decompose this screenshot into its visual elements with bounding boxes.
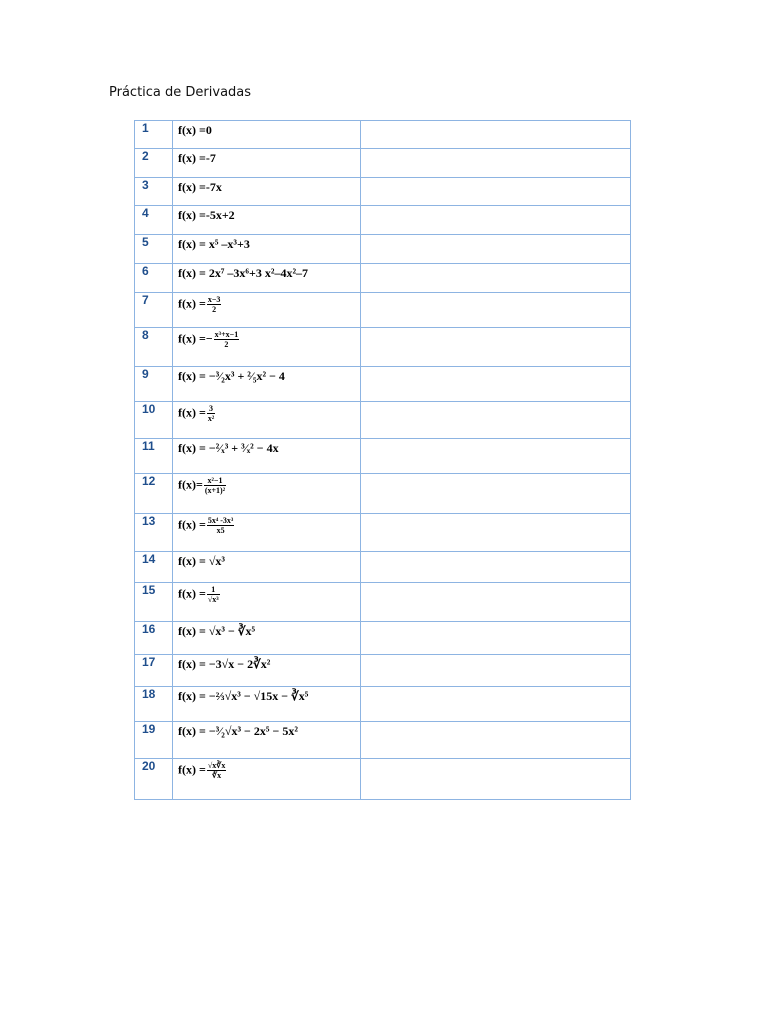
answer-cell[interactable] xyxy=(361,439,631,474)
function-expression xyxy=(173,687,360,704)
row-number-label: 13 xyxy=(142,514,156,528)
table-row xyxy=(135,622,631,655)
fraction-denominator: x5 xyxy=(216,526,225,536)
function-cell xyxy=(173,367,361,402)
table-row xyxy=(135,439,631,474)
row-number xyxy=(135,367,173,402)
row-number-label: 20 xyxy=(142,759,156,773)
function-text: f(x) = −²⁄ₓ³ + ³⁄ₓ² − 4x xyxy=(178,441,279,455)
fraction-denominator: √x³ xyxy=(207,595,219,605)
function-text: f(x) = √x³ − ∛x⁵ xyxy=(178,624,256,638)
function-expression xyxy=(173,328,360,349)
answer-cell[interactable] xyxy=(361,622,631,655)
row-number-label: 19 xyxy=(142,722,156,736)
row-number-label: 16 xyxy=(142,622,156,636)
function-text: f(x) =-7 xyxy=(178,151,216,165)
page-title: Práctica de Derivadas xyxy=(109,85,252,100)
row-number xyxy=(135,206,173,235)
table-row xyxy=(135,552,631,583)
table-row xyxy=(135,402,631,439)
row-number-label: 14 xyxy=(142,552,156,566)
row-number xyxy=(135,293,173,328)
fraction xyxy=(214,330,240,349)
fraction xyxy=(207,295,222,314)
function-text: f(x) = xyxy=(178,296,206,311)
function-text: f(x) =− xyxy=(178,331,213,346)
function-cell xyxy=(173,622,361,655)
function-expression xyxy=(173,149,360,166)
function-cell xyxy=(173,149,361,178)
table-row xyxy=(135,583,631,622)
function-expression xyxy=(173,552,360,569)
function-text: f(x) = −⅔√x³ − √15x − ∛x⁵ xyxy=(178,689,309,703)
row-number-label: 1 xyxy=(142,121,149,135)
function-expression xyxy=(173,722,360,739)
answer-cell[interactable] xyxy=(361,149,631,178)
answer-cell[interactable] xyxy=(361,759,631,800)
table-row xyxy=(135,514,631,552)
fraction-numerator: x²−1 xyxy=(204,476,226,486)
row-number-label: 5 xyxy=(142,235,149,249)
function-cell xyxy=(173,206,361,235)
function-expression xyxy=(173,264,360,281)
row-number xyxy=(135,178,173,206)
function-expression xyxy=(173,514,360,535)
function-text: f(x) = xyxy=(178,586,206,601)
fraction-numerator: x³+x−1 xyxy=(214,330,239,339)
function-text: f(x) = √x³ xyxy=(178,554,226,568)
answer-cell[interactable] xyxy=(361,583,631,622)
table-row xyxy=(135,206,631,235)
answer-cell[interactable] xyxy=(361,121,631,149)
answer-cell[interactable] xyxy=(361,178,631,206)
function-expression xyxy=(173,178,360,195)
row-number xyxy=(135,514,173,552)
row-number xyxy=(135,328,173,367)
fraction-numerator: 1 xyxy=(207,585,220,595)
fraction xyxy=(207,404,215,423)
answer-cell[interactable] xyxy=(361,722,631,759)
fraction-denominator: 2 xyxy=(224,340,229,350)
function-expression xyxy=(173,622,360,639)
row-number-label: 9 xyxy=(142,367,149,381)
function-expression xyxy=(173,439,360,456)
function-cell xyxy=(173,687,361,722)
row-number-label: 18 xyxy=(142,687,156,701)
fraction-numerator: 3 xyxy=(207,404,215,414)
table-row xyxy=(135,759,631,800)
answer-cell[interactable] xyxy=(361,293,631,328)
function-cell xyxy=(173,759,361,800)
function-cell xyxy=(173,583,361,622)
row-number xyxy=(135,655,173,687)
function-text: f(x) = xyxy=(178,517,206,532)
answer-cell[interactable] xyxy=(361,264,631,293)
function-text: f(x) = xyxy=(178,405,206,420)
derivatives-table xyxy=(134,120,631,800)
table-row xyxy=(135,328,631,367)
table-row xyxy=(135,293,631,328)
fraction-numerator: √x∛x xyxy=(207,761,226,770)
fraction-denominator: ∛x xyxy=(212,771,222,781)
function-cell xyxy=(173,655,361,687)
function-expression xyxy=(173,121,360,138)
fraction-denominator: x² xyxy=(207,414,215,424)
table-row xyxy=(135,121,631,149)
function-cell xyxy=(173,121,361,149)
row-number-label: 17 xyxy=(142,655,156,669)
row-number xyxy=(135,439,173,474)
answer-cell[interactable] xyxy=(361,655,631,687)
row-number-label: 15 xyxy=(142,583,156,597)
function-expression xyxy=(173,402,360,423)
answer-cell[interactable] xyxy=(361,514,631,552)
function-expression xyxy=(173,293,360,314)
function-cell xyxy=(173,264,361,293)
row-number xyxy=(135,235,173,264)
fraction-denominator: 2 xyxy=(212,305,217,315)
answer-cell[interactable] xyxy=(361,552,631,583)
fraction xyxy=(207,585,220,604)
fraction xyxy=(204,476,226,495)
row-number xyxy=(135,759,173,800)
table-row xyxy=(135,722,631,759)
function-expression xyxy=(173,583,360,604)
fraction-numerator: 5x⁴ -3x³ xyxy=(207,516,234,525)
function-cell xyxy=(173,722,361,759)
row-number-label: 12 xyxy=(142,474,156,488)
function-expression xyxy=(173,235,360,252)
row-number xyxy=(135,121,173,149)
function-cell xyxy=(173,514,361,552)
function-text: f(x)= xyxy=(178,477,203,492)
row-number-label: 10 xyxy=(142,402,156,416)
function-cell xyxy=(173,552,361,583)
function-cell xyxy=(173,439,361,474)
function-cell xyxy=(173,178,361,206)
row-number-label: 7 xyxy=(142,293,149,307)
function-text: f(x) = −³⁄₂x³ + ²⁄₅x² − 4 xyxy=(178,369,285,383)
row-number xyxy=(135,622,173,655)
row-number-label: 11 xyxy=(142,439,155,453)
table-row xyxy=(135,178,631,206)
function-text: f(x) = 2x⁷ –3x⁶+3 x²–4x²–7 xyxy=(178,266,309,280)
row-number xyxy=(135,687,173,722)
function-expression xyxy=(173,759,360,780)
answer-cell[interactable] xyxy=(361,402,631,439)
function-cell xyxy=(173,474,361,514)
function-text: f(x) = −³⁄₂√x³ − 2x⁵ − 5x² xyxy=(178,724,298,738)
table-row xyxy=(135,235,631,264)
row-number-label: 6 xyxy=(142,264,149,278)
answer-cell[interactable] xyxy=(361,328,631,367)
row-number xyxy=(135,264,173,293)
function-text: f(x) = x⁵ –x³+3 xyxy=(178,237,250,251)
function-cell xyxy=(173,293,361,328)
answer-cell[interactable] xyxy=(361,206,631,235)
function-expression xyxy=(173,655,360,672)
fraction-numerator: x−3 xyxy=(207,295,221,304)
answer-cell[interactable] xyxy=(361,474,631,514)
function-expression xyxy=(173,474,360,495)
table-row xyxy=(135,367,631,402)
table-row xyxy=(135,687,631,722)
row-number xyxy=(135,583,173,622)
row-number-label: 3 xyxy=(142,178,149,192)
table-row xyxy=(135,149,631,178)
function-text: f(x) =-5x+2 xyxy=(178,208,235,222)
function-expression xyxy=(173,206,360,223)
function-text: f(x) = −3√x − 2∛x² xyxy=(178,657,271,671)
fraction xyxy=(207,516,234,535)
function-cell xyxy=(173,235,361,264)
function-text: f(x) =-7x xyxy=(178,180,222,194)
function-expression xyxy=(173,367,360,384)
answer-cell[interactable] xyxy=(361,687,631,722)
row-number xyxy=(135,474,173,514)
function-cell xyxy=(173,328,361,367)
table-row xyxy=(135,655,631,687)
table-row xyxy=(135,474,631,514)
row-number-label: 4 xyxy=(142,206,149,220)
function-text: f(x) =0 xyxy=(178,123,212,137)
row-number xyxy=(135,402,173,439)
function-cell xyxy=(173,402,361,439)
fraction-denominator: (x+1)² xyxy=(204,486,226,496)
row-number xyxy=(135,722,173,759)
row-number xyxy=(135,149,173,178)
answer-cell[interactable] xyxy=(361,235,631,264)
row-number xyxy=(135,552,173,583)
table-row xyxy=(135,264,631,293)
fraction xyxy=(207,761,227,780)
row-number-label: 2 xyxy=(142,149,149,163)
answer-cell[interactable] xyxy=(361,367,631,402)
row-number-label: 8 xyxy=(142,328,149,342)
function-text: f(x) = xyxy=(178,762,206,777)
